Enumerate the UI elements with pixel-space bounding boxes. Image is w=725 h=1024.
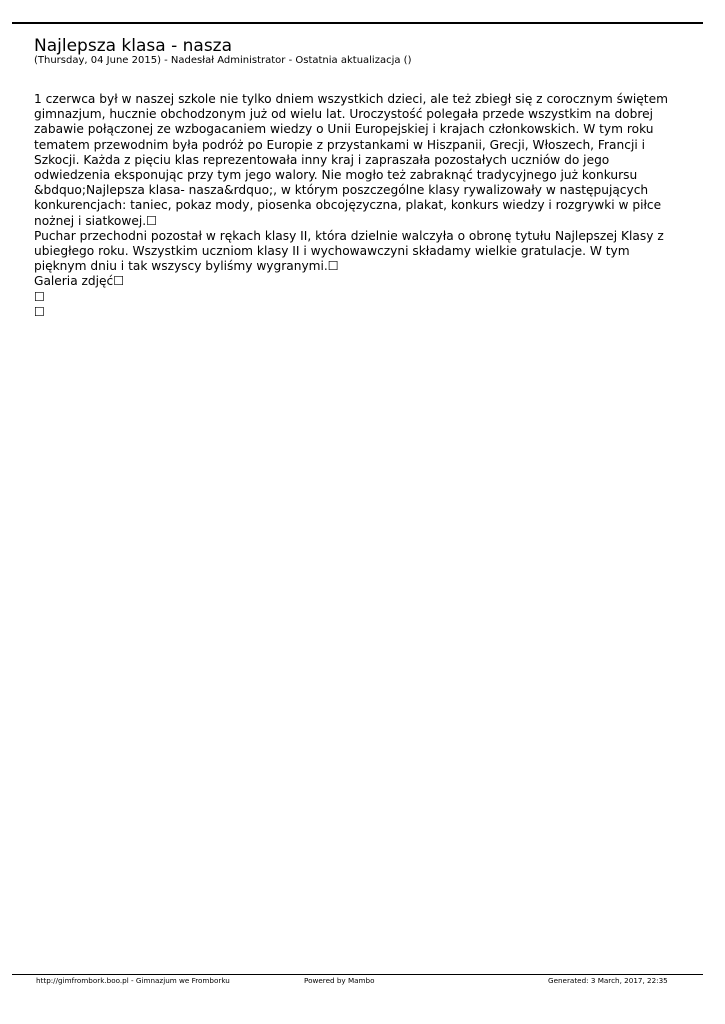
footer-site-link[interactable]: http://gimfrombork.boo.pl - Gimnazjum we Fromborku (36, 976, 230, 985)
header-rule (12, 22, 703, 24)
body-line: Szkocji. Każda z pięciu klas reprezentowała inny kraj i zapraszała pozostałych uczniów do jego (34, 152, 610, 167)
footer-powered-by: Powered by Mambo (304, 976, 375, 985)
body-line: gimnazjum, hucznie obchodzonym już od wielu lat. Uroczystość polegała przede wszystkim na dobrej (34, 107, 654, 122)
footer-rule (12, 974, 703, 975)
placeholder-glyph: ☐ (34, 289, 45, 304)
body-line: &bdquo;Najlepsza klasa- nasza&rdquo;, w którym poszczególne klasy rywalizowały w następujących (34, 183, 649, 198)
article-body (34, 92, 706, 320)
body-line: zabawie połączonej ze wzbogacaniem wiedzy o Unii Europejskiej i krajach członkowskich. W tym roku (34, 122, 654, 137)
body-line: 1 czerwca był w naszej szkole nie tylko dniem wszystkich dzieci, ale też zbiegł się z corocznym świętem (34, 92, 668, 106)
gallery-label: Galeria zdjęć☐ (34, 274, 125, 289)
body-line: tematem przewodnim była podróż po Europie z przystankami w Hiszpanii, Grecji, Włoszech, Francji i (34, 137, 645, 152)
footer-generated-date: Generated: 3 March, 2017, 22:35 (548, 976, 668, 985)
body-line: ubiegłego roku. Wszystkim uczniom klasy II i wychowawczyni składamy wielkie gratulacje. W tym (34, 244, 630, 259)
body-line: Puchar przechodni pozostał w rękach klasy II, która dzielnie walczyła o obronę tytułu Najlepszej Klasy z (34, 228, 664, 243)
article-title: Najlepsza klasa - nasza (34, 36, 233, 56)
body-line: nożnej i siatkowej.☐ (34, 213, 158, 228)
body-line: konkurencjach: taniec, pokaz mody, piosenka obcojęzyczna, plakat, konkurs wiedzy i rozgrywki w piłce (34, 198, 662, 213)
body-line: pięknym dniu i tak wszyscy byliśmy wygranymi.☐ (34, 259, 339, 274)
body-line: odwiedzenia eksponując przy tym jego walory. Nie mogło też zabraknąć tradycyjnego już konkursu (34, 168, 638, 183)
placeholder-glyph: ☐ (34, 304, 45, 319)
article-meta: (Thursday, 04 June 2015) - Nadesłał Administrator - Ostatnia aktualizacja () (34, 55, 412, 66)
